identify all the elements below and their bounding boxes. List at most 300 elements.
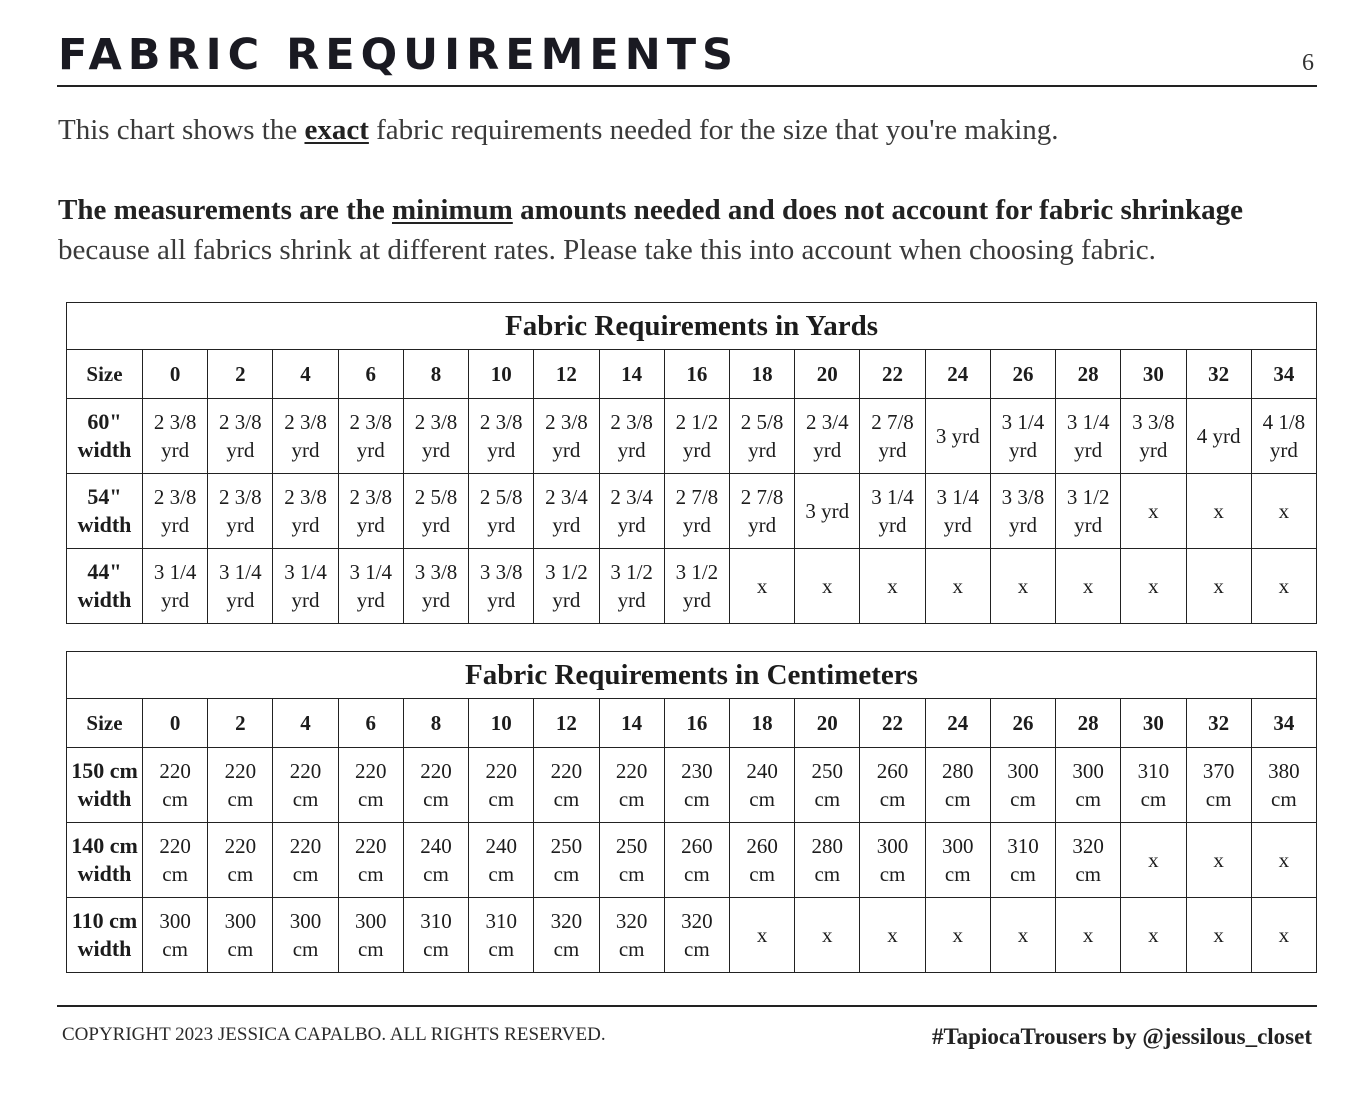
cell-text: cm [814, 862, 841, 886]
notice-bold-after: amounts needed and does not account for fabric shrinkage [512, 194, 1243, 226]
table-row [67, 898, 1317, 973]
cell-text: cm [423, 862, 449, 886]
row-label-width: 60" [87, 409, 122, 434]
table-row [67, 823, 1317, 898]
table-cell [1251, 898, 1316, 973]
table-cell [729, 898, 794, 973]
table-cell [664, 823, 729, 898]
size-header-cell: 20 [795, 699, 860, 748]
cell-text: 3 1/4 [284, 560, 327, 584]
cell-text: yrd [161, 513, 190, 537]
cell-text: 220 [485, 759, 517, 783]
row-label [67, 399, 143, 474]
size-header-cell: 22 [860, 699, 925, 748]
cell-text: cm [423, 787, 449, 811]
cell-text: 260 [746, 834, 778, 858]
cell-text: cm [684, 787, 710, 811]
cell-text: x [952, 923, 963, 947]
table-cell [534, 748, 599, 823]
size-header-cell: 14 [599, 350, 664, 399]
cell-text: cm [749, 862, 775, 886]
cell-text: 220 [550, 759, 583, 783]
table-cell [1056, 823, 1121, 898]
cell-text: cm [488, 787, 515, 811]
yards-table [66, 302, 1317, 624]
table-cell [795, 748, 860, 823]
table-cell [469, 898, 534, 973]
cell-text: x [1278, 848, 1290, 872]
table-cell [1251, 474, 1316, 549]
cell-text: 320 [615, 909, 648, 933]
cell-text: 380 [1268, 759, 1300, 783]
cell-text: yrd [487, 438, 516, 462]
table-cell [1121, 748, 1186, 823]
cell-text: 240 [746, 759, 778, 783]
cell-text: x [1017, 923, 1029, 947]
table-cell [795, 823, 860, 898]
cell-text: 2 5/8 [740, 410, 784, 434]
cell-text: 250 [811, 759, 844, 783]
table-cell [860, 399, 925, 474]
cell-text: 250 [615, 834, 648, 858]
cell-text: 2 3/8 [545, 410, 588, 434]
cell-text: x [1213, 574, 1224, 598]
table-cell [403, 549, 468, 624]
cell-text: 220 [159, 759, 191, 783]
size-header-cell: 8 [403, 350, 468, 399]
table-cell [795, 399, 860, 474]
cell-text: cm [618, 787, 645, 811]
cell-text: cm [292, 862, 319, 886]
cell-text: 3 1/2 [675, 560, 719, 584]
row-label-suffix: width [77, 861, 132, 886]
cell-text: 300 [941, 834, 974, 858]
table-cell [534, 474, 599, 549]
table-cell [664, 748, 729, 823]
notice-bold-before: The measurements are the [58, 194, 392, 226]
cell-text: cm [618, 862, 645, 886]
cell-text: cm [1205, 787, 1232, 811]
table-cell [729, 399, 794, 474]
table-cell [860, 748, 925, 823]
size-header-cell: 32 [1186, 350, 1251, 399]
pattern-tag: #TapiocaTrousers by @jessilous_closet [931, 1024, 1312, 1049]
cell-text: cm [618, 937, 645, 961]
table-cell [338, 549, 403, 624]
cell-text: x [887, 923, 898, 947]
size-header-cell: 2 [208, 350, 273, 399]
cell-text: 240 [420, 834, 452, 858]
cell-text: yrd [161, 438, 190, 462]
cell-text: 2 5/8 [479, 485, 523, 509]
cell-text: 3 1/2 [610, 560, 653, 584]
cell-text: x [1017, 574, 1029, 598]
table-cell [338, 399, 403, 474]
table-cell [1121, 474, 1186, 549]
cell-text: yrd [1008, 513, 1037, 537]
cell-text: cm [488, 862, 515, 886]
cell-text: cm [814, 787, 841, 811]
row-label [67, 823, 143, 898]
cell-text: 260 [681, 834, 713, 858]
cell-text: 320 [681, 909, 713, 933]
table-cell [860, 474, 925, 549]
cell-text: yrd [682, 438, 711, 462]
cell-text: cm [423, 937, 449, 961]
cell-text: 2 7/8 [871, 410, 914, 434]
cell-text: cm [1010, 862, 1036, 886]
table-cell [338, 474, 403, 549]
table-cell [273, 748, 338, 823]
table-cell [860, 823, 925, 898]
cell-text: x [952, 574, 963, 598]
row-label-width: 140 cm [71, 833, 138, 858]
header-divider [57, 85, 1317, 87]
cell-text: yrd [1139, 438, 1168, 462]
cell-text: yrd [421, 438, 450, 462]
table-cell [338, 823, 403, 898]
size-header-cell: 28 [1056, 350, 1121, 399]
table-row [67, 474, 1317, 549]
size-header-cell: 20 [795, 350, 860, 399]
size-header-cell: 34 [1251, 699, 1316, 748]
row-label-suffix: width [77, 512, 132, 537]
row-label [67, 549, 143, 624]
copyright-text: COPYRIGHT 2023 JESSICA CAPALBO. ALL RIGHTS RESERVED. [62, 1024, 606, 1045]
cell-text: 2 3/8 [284, 485, 327, 509]
page-number: 6 [1302, 50, 1314, 76]
cell-text: 3 1/4 [936, 485, 980, 509]
cell-text: 220 [289, 834, 322, 858]
cell-text: 3 1/4 [349, 560, 393, 584]
cell-text: cm [162, 862, 188, 886]
cell-text: 2 3/8 [284, 410, 327, 434]
size-header-cell: 8 [403, 699, 468, 748]
cell-text: 260 [876, 759, 909, 783]
cell-text: 220 [420, 759, 452, 783]
notice-underlined: minimum [391, 194, 513, 226]
table-cell [534, 549, 599, 624]
cell-text: x [1082, 923, 1094, 947]
cell-text: 2 3/8 [153, 410, 197, 434]
cell-text: 2 3/8 [414, 410, 458, 434]
table-cell [599, 748, 664, 823]
cell-text: x [1148, 848, 1159, 872]
cell-text: cm [1271, 787, 1297, 811]
cell-text: 220 [159, 834, 191, 858]
cell-text: 2 3/8 [479, 410, 523, 434]
cell-text: 3 1/4 [871, 485, 914, 509]
cell-text: yrd [1074, 513, 1103, 537]
table-cell [1251, 748, 1316, 823]
table-cell [1121, 898, 1186, 973]
cell-text: 300 [224, 909, 257, 933]
cell-text: 4 yrd [1196, 424, 1241, 448]
table-cell [534, 399, 599, 474]
table-cell [208, 748, 273, 823]
table-cell [860, 549, 925, 624]
table-cell [143, 748, 208, 823]
table-cell [143, 898, 208, 973]
cell-text: 2 3/4 [545, 485, 588, 509]
cell-text: 2 7/8 [675, 485, 719, 509]
cell-text: 310 [485, 909, 517, 933]
table-row [67, 399, 1317, 474]
cell-text: 300 [159, 909, 191, 933]
table-cell [208, 823, 273, 898]
table-cell [338, 898, 403, 973]
table-cell [729, 474, 794, 549]
centimeters-table [66, 651, 1317, 973]
row-label-width: 110 cm [71, 908, 138, 933]
cell-text: cm [879, 862, 906, 886]
cell-text: 250 [550, 834, 583, 858]
cell-text: x [822, 574, 833, 598]
table-cell [1251, 823, 1316, 898]
row-label-suffix: width [77, 437, 132, 462]
table-cell [208, 474, 273, 549]
cell-text: x [1278, 499, 1290, 523]
cell-text: x [1278, 923, 1290, 947]
cell-text: x [1148, 499, 1159, 523]
table-cell [599, 399, 664, 474]
table-cell [403, 823, 468, 898]
table-cell [534, 823, 599, 898]
table-row [67, 748, 1317, 823]
table-cell [925, 898, 990, 973]
table-cell [599, 549, 664, 624]
cell-text: 3 3/8 [1001, 485, 1045, 509]
cell-text: 240 [485, 834, 517, 858]
cell-text: yrd [291, 513, 320, 537]
table-cell [338, 748, 403, 823]
cell-text: yrd [226, 513, 255, 537]
cell-text: 280 [941, 759, 974, 783]
cell-text: 280 [811, 834, 844, 858]
size-header-cell: 26 [990, 350, 1055, 399]
size-header-cell: 6 [338, 350, 403, 399]
cell-text: 2 3/8 [219, 485, 262, 509]
size-header-cell: 24 [925, 350, 990, 399]
table-cell [143, 823, 208, 898]
cell-text: yrd [813, 438, 842, 462]
table-cell [1121, 399, 1186, 474]
cell-text: 320 [550, 909, 583, 933]
table-cell [599, 474, 664, 549]
cell-text: yrd [291, 438, 320, 462]
size-header-label: Size [67, 699, 143, 748]
cell-text: 3 1/4 [1066, 410, 1110, 434]
intro-text [58, 114, 1059, 147]
table-cell [860, 898, 925, 973]
cell-text: 2 5/8 [414, 485, 458, 509]
size-header-cell: 32 [1186, 699, 1251, 748]
cell-text: cm [684, 937, 710, 961]
table-cell [925, 474, 990, 549]
table-cell [990, 823, 1055, 898]
cell-text: x [1148, 574, 1159, 598]
size-header-cell: 26 [990, 699, 1055, 748]
table-cell [925, 823, 990, 898]
table-cell [599, 898, 664, 973]
cell-text: yrd [487, 513, 516, 537]
table-cell [664, 399, 729, 474]
cell-text: 220 [355, 759, 387, 783]
table-cell [795, 474, 860, 549]
table-cell [990, 898, 1055, 973]
cell-text: 3 3/8 [414, 560, 458, 584]
cell-text: yrd [682, 513, 711, 537]
cell-text: 300 [1072, 759, 1104, 783]
table-cell [1186, 898, 1251, 973]
table-cell [469, 474, 534, 549]
table-cell [469, 399, 534, 474]
cell-text: 300 [1007, 759, 1039, 783]
table-cell [1056, 748, 1121, 823]
cell-text: yrd [291, 588, 320, 612]
cell-text: x [1213, 848, 1224, 872]
row-label [67, 474, 143, 549]
row-label-width: 150 cm [71, 758, 138, 783]
cell-text: 230 [681, 759, 713, 783]
size-header-cell: 4 [273, 699, 338, 748]
row-label [67, 748, 143, 823]
cell-text: cm [1010, 787, 1036, 811]
table-cell [1121, 549, 1186, 624]
table-cell [403, 399, 468, 474]
table-cell [273, 399, 338, 474]
cell-text: 220 [289, 759, 322, 783]
intro-emphasis: exact [304, 114, 369, 146]
table-cell [273, 823, 338, 898]
size-header-cell: 16 [664, 350, 729, 399]
size-header-cell: 30 [1121, 350, 1186, 399]
cell-text: cm [357, 862, 384, 886]
table-cell [534, 898, 599, 973]
table-cell [599, 823, 664, 898]
table-cell [403, 898, 468, 973]
cell-text: x [1213, 499, 1224, 523]
size-header-row [67, 350, 1317, 399]
cell-text: 2 3/8 [349, 410, 393, 434]
cell-text: 2 3/4 [610, 485, 653, 509]
cell-text: cm [227, 862, 254, 886]
table-cell [795, 549, 860, 624]
table-caption: Fabric Requirements in Yards [67, 303, 1317, 350]
cell-text: yrd [356, 588, 385, 612]
cell-text: 300 [289, 909, 322, 933]
cell-text: cm [1140, 787, 1167, 811]
cell-text: cm [162, 937, 188, 961]
cell-text: x [1278, 574, 1290, 598]
cell-text: yrd [617, 438, 646, 462]
cell-text: cm [944, 787, 971, 811]
table-caption: Fabric Requirements in Centimeters [67, 652, 1317, 699]
cell-text: 310 [1007, 834, 1039, 858]
table-cell [469, 748, 534, 823]
size-header-cell: 0 [143, 699, 208, 748]
table-cell [1056, 474, 1121, 549]
size-header-cell: 24 [925, 699, 990, 748]
cell-text: 3 1/2 [1066, 485, 1110, 509]
table-cell [143, 549, 208, 624]
cell-text: 220 [355, 834, 387, 858]
table-cell [469, 549, 534, 624]
cell-text: x [822, 923, 833, 947]
cell-text: cm [553, 937, 580, 961]
cell-text: cm [749, 787, 775, 811]
cell-text: yrd [617, 588, 646, 612]
table-cell [729, 549, 794, 624]
size-header-row [67, 699, 1317, 748]
cell-text: 320 [1072, 834, 1104, 858]
cell-text: cm [357, 787, 384, 811]
cell-text: yrd [748, 438, 777, 462]
cell-text: cm [553, 862, 580, 886]
cell-text: x [756, 923, 768, 947]
cell-text: 4 1/8 [1262, 410, 1306, 434]
size-header-cell: 10 [469, 699, 534, 748]
size-header-cell: 12 [534, 699, 599, 748]
table-cell [729, 748, 794, 823]
table-cell [208, 399, 273, 474]
cell-text: yrd [356, 438, 385, 462]
table-cell [664, 898, 729, 973]
table-cell [925, 549, 990, 624]
table-cell [143, 474, 208, 549]
row-label-suffix: width [77, 587, 132, 612]
size-header-cell: 12 [534, 350, 599, 399]
cell-text: x [1082, 574, 1094, 598]
size-header-cell: 18 [729, 350, 794, 399]
table-cell [664, 474, 729, 549]
table-cell [925, 399, 990, 474]
table-cell [273, 898, 338, 973]
table-cell [208, 549, 273, 624]
cell-text: 370 [1202, 759, 1235, 783]
cell-text: 2 7/8 [740, 485, 784, 509]
cell-text: 2 3/8 [349, 485, 393, 509]
size-header-cell: 18 [729, 699, 794, 748]
cell-text: yrd [943, 513, 972, 537]
cell-text: 3 yrd [935, 424, 980, 448]
cell-text: yrd [682, 588, 711, 612]
table-cell [1056, 898, 1121, 973]
cell-text: x [1148, 923, 1159, 947]
row-label-width: 44" [87, 559, 122, 584]
cell-text: cm [1075, 862, 1101, 886]
table-cell [925, 748, 990, 823]
cell-text: 3 1/4 [153, 560, 197, 584]
size-header-cell: 0 [143, 350, 208, 399]
cell-text: yrd [1269, 438, 1298, 462]
table-row [67, 549, 1317, 624]
table-cell [469, 823, 534, 898]
table-cell [273, 549, 338, 624]
cell-text: 220 [615, 759, 648, 783]
cell-text: 2 3/8 [610, 410, 653, 434]
cell-text: yrd [878, 438, 907, 462]
cell-text: yrd [552, 513, 581, 537]
cell-text: cm [488, 937, 515, 961]
table-cell [1186, 474, 1251, 549]
cell-text: yrd [226, 438, 255, 462]
cell-text: yrd [421, 513, 450, 537]
size-header-cell: 30 [1121, 699, 1186, 748]
cell-text: 220 [224, 834, 257, 858]
table-cell [990, 474, 1055, 549]
table-cell [729, 823, 794, 898]
